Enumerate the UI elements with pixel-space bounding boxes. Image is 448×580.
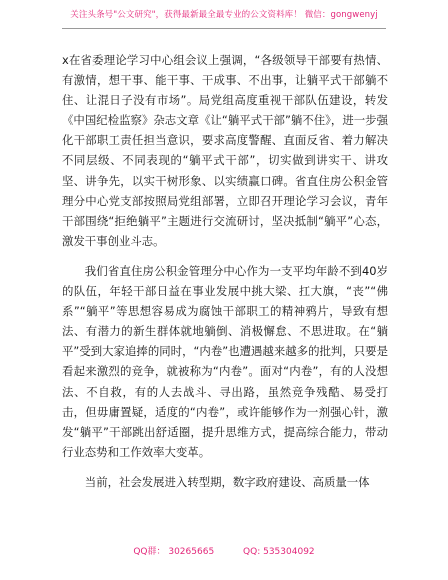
paragraph-2: 我们省直住房公积金管理分中心作为一支平均年龄不到40岁的队伍，年轻干部日益在事业发展中挑大梁、扛大旗，“丧”“佛系”“躺平”等思想容易成为腐蚀干部职工的精神鸦片，导致有想法、有潜力的新生群体就地躺倒、消极懈怠、不思进取。在“躺平”受到大家追捧的同时，“内卷”也遭遇越来越多的批判，只要是看起来激烈的竞争，就被称为“内卷”。面对“内卷”，有的人没想法、不自救，有的人去战斗、寻出路，虽然竞争残酷、易受打击，但毋庸置疑，适度的“内卷”，或许能够作为一剂强心针，激发“躺平”干部跳出舒适圈，提升思维方式，提高综合能力，带动行业态势和工作效率大变革。 xyxy=(62,263,388,459)
footer-qq-contact: QQ: 535304092 xyxy=(243,547,315,557)
page-header-banner: 关注头条号"公文研究"，获得最新最全最专业的公文资料库！ 微信：gongwenyj xyxy=(70,10,378,20)
paragraph-1: x在省委理论学习中心组会议上强调，“各级领导干部要有热情、有激情，想干事、能干事、干成事、不出事，让躺平式干部躺不住、让混日子没有市场”。局党组高度重视干部队伍建设，转发《中国纪检监察》杂志文章《让“躺平式干部”躺不住》，进一步强化干部职工责任担当意识，要求高度警醒、直面反省、着力解决不同层级、不同表现的“躺平式干部”，切实做到讲实干、讲攻坚、讲争先，以实干树形象、以实绩赢口碑。省直住房公积金管理分中心党支部按照局党组部署，立即召开理论学习会议，青年干部围绕“拒绝躺平”主题进行交流研讨，坚决抵制“躺平”心态，激发干事创业斗志。 xyxy=(62,53,388,248)
header-divider xyxy=(62,28,386,29)
document-body xyxy=(62,50,388,502)
page-footer xyxy=(0,544,448,557)
paragraph-3: 当前，社会发展进入转型期，数字政府建设、高质量一体 xyxy=(84,474,370,489)
footer-qq-group: QQ群： 30265665 xyxy=(133,547,215,557)
